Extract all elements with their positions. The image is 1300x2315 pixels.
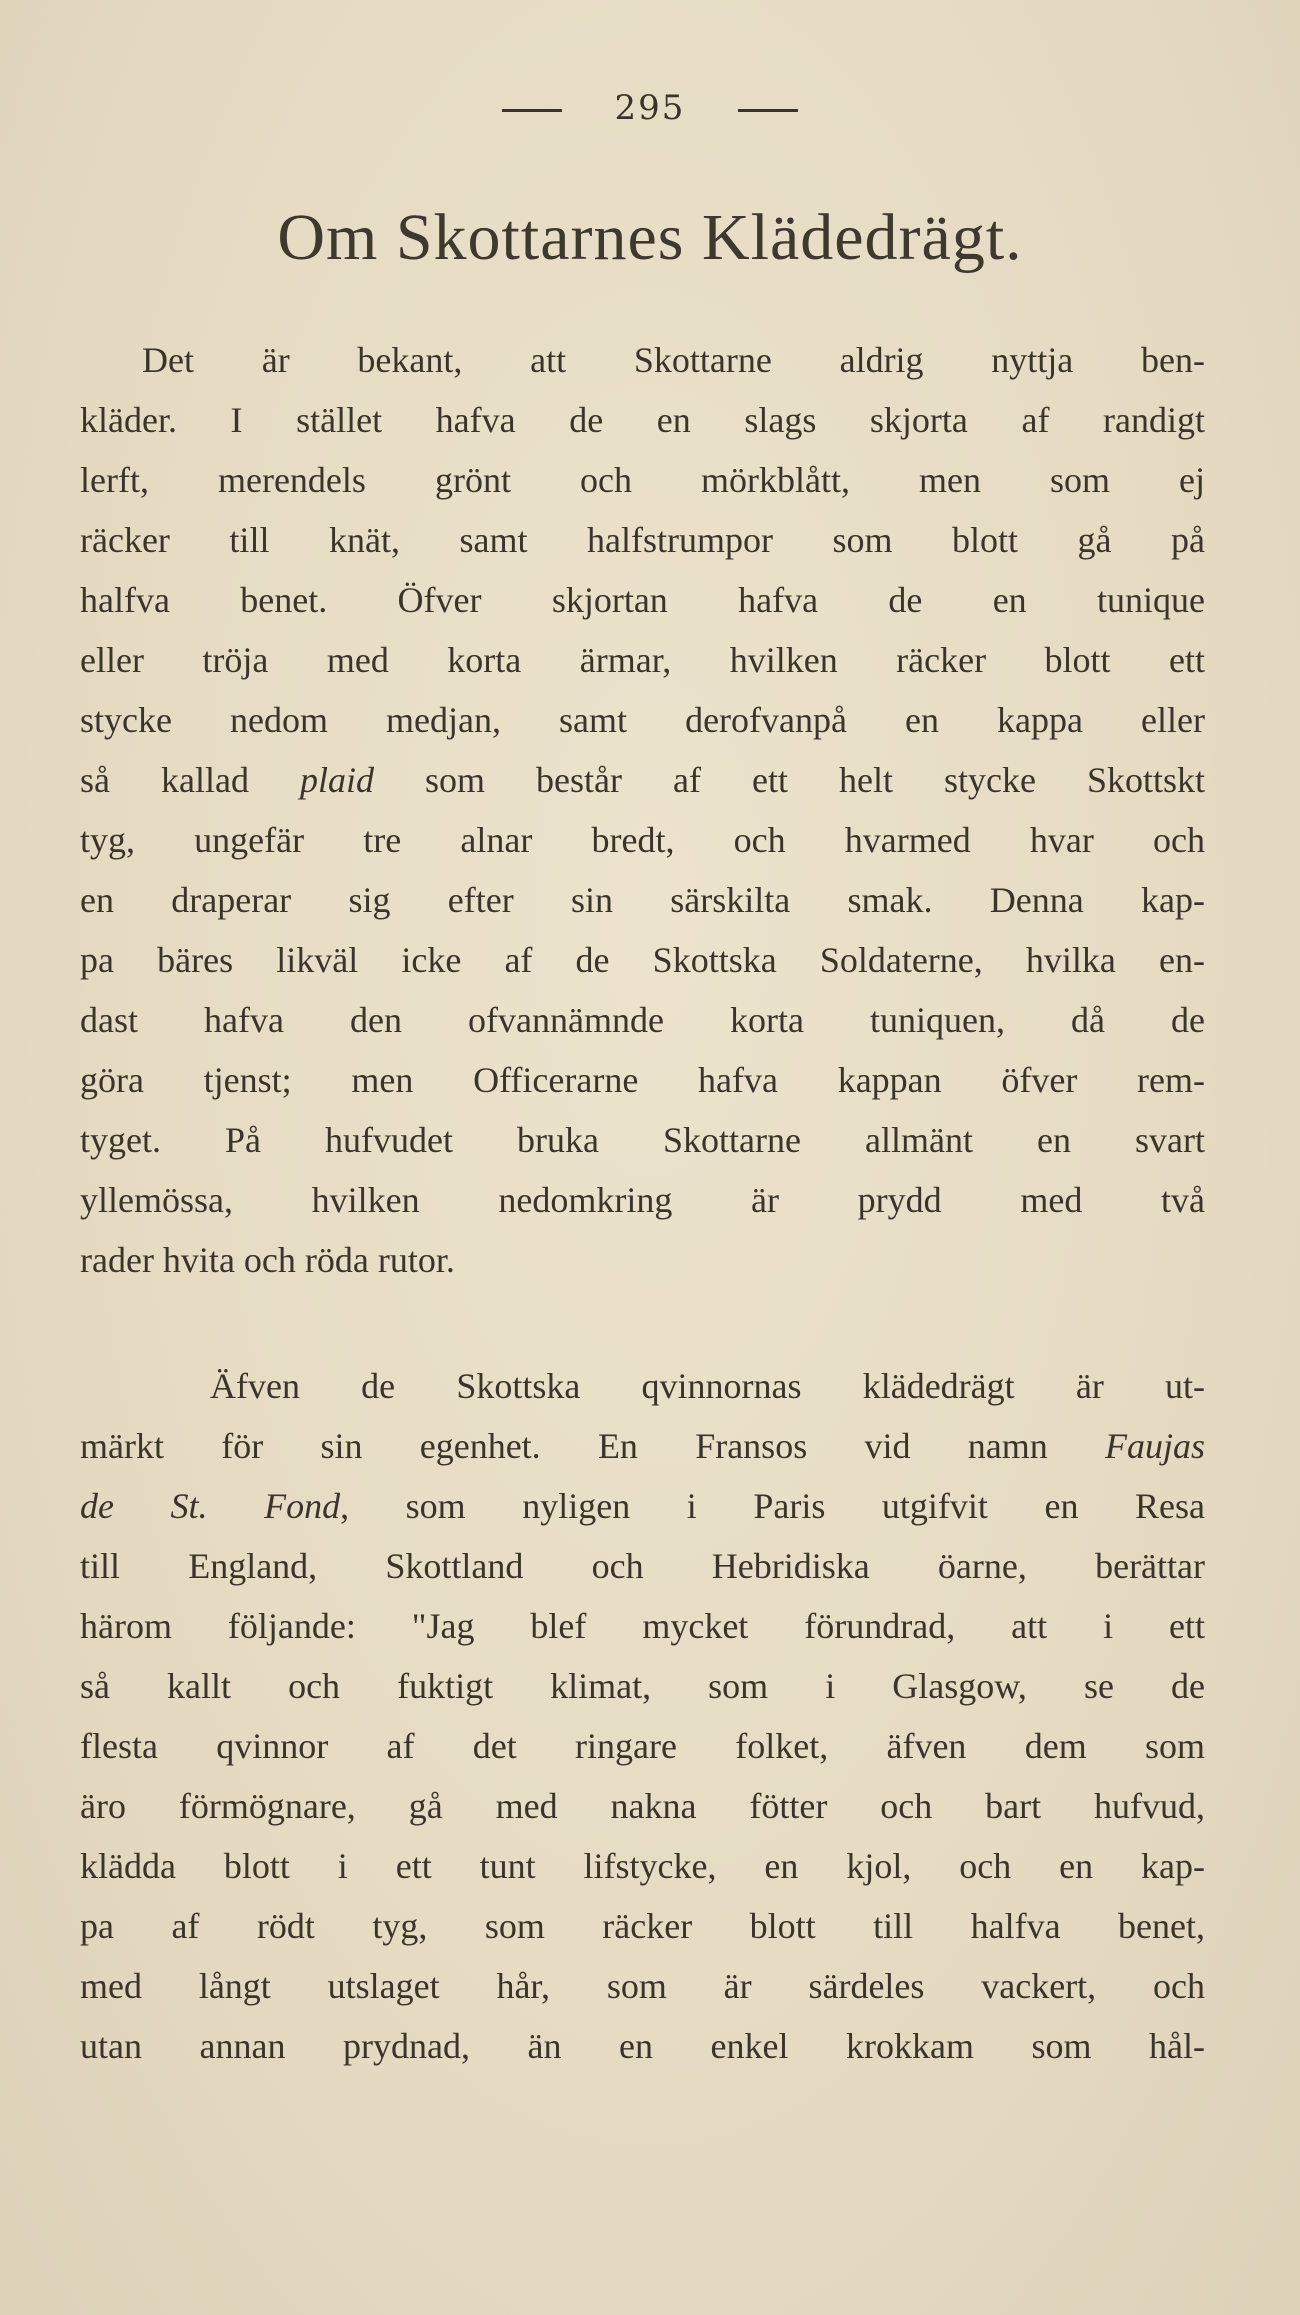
text-line: klädda blott i ett tunt lifstycke, en kjol, och en kap- [80,1846,1205,1886]
text-line: tyget. På hufvudet bruka Skottarne allmänt en svart [80,1120,1205,1160]
text-line: tyg, ungefär tre alnar bredt, och hvarmed hvar och [80,820,1205,860]
text-line: dast hafva den ofvannämnde korta tuniquen, då de [80,1000,1205,1040]
header-dash-right [738,109,798,112]
text-line: göra tjenst; men Officerarne hafva kappan öfver rem- [80,1060,1205,1100]
text-line: lerft, merendels grönt och mörkblått, men som ej [80,460,1205,500]
text-line: pa af rödt tyg, som räcker blott till halfva benet, [80,1906,1205,1946]
paragraph-1 [80,330,1205,1290]
text-line: flesta qvinnor af det ringare folket, äfven dem som [80,1726,1205,1766]
text-line: med långt utslaget hår, som är särdeles vackert, och [80,1966,1205,2006]
text-fragment: , som nyligen i Paris utgifvit en Resa [340,1486,1205,1526]
text-line: räcker till knät, samt halfstrumpor som blott gå på [80,520,1205,560]
italic-name-faujas: Faujas [1104,1426,1205,1466]
text-line: Äfven de Skottska qvinnornas klädedrägt är ut- [210,1366,1205,1406]
text-line: Det är bekant, att Skottarne aldrig nyttja ben- [142,340,1205,380]
text-fragment: som består af ett helt stycke Skottskt [374,760,1206,800]
text-line: kläder. I stället hafva de en slags skjorta af randigt [80,400,1205,440]
header-dash-left [502,109,562,112]
text-line: pa bäres likväl icke af de Skottska Soldaterne, hvilka en- [80,940,1205,980]
page-number: 295 [614,88,686,128]
italic-name-st-fond: de St. Fond [80,1486,341,1526]
text-fragment: märkt för sin egenhet. En Fransos vid namn [80,1426,1105,1466]
text-line: stycke nedom medjan, samt derofvanpå en kappa eller [80,700,1205,740]
text-fragment: så kallad [80,760,300,800]
text-line: yllemössa, hvilken nedomkring är prydd med två [80,1180,1205,1220]
running-header [0,88,1300,128]
text-line: så kallt och fuktigt klimat, som i Glasgow, se de [80,1666,1205,1706]
text-line: härom följande: "Jag blef mycket förundrad, att i ett [80,1606,1205,1646]
text-line: halfva benet. Öfver skjortan hafva de en tunique [80,580,1205,620]
text-line: rader hvita och röda rutor. [80,1240,455,1280]
text-line: en draperar sig efter sin särskilta smak. Denna kap- [80,880,1205,920]
italic-term-plaid: plaid [299,760,374,800]
chapter-title: Om Skottarnes Klädedrägt. [277,201,1023,274]
text-line [80,1476,1205,1536]
text-line: eller tröja med korta ärmar, hvilken räcker blott ett [80,640,1205,680]
paragraph-2 [80,1356,1205,2076]
text-line: äro förmögnare, gå med nakna fötter och bart hufvud, [80,1786,1205,1826]
text-line: utan annan prydnad, än en enkel krokkam som hål- [80,2026,1205,2066]
text-line: till England, Skottland och Hebridiska öarne, berättar [80,1546,1205,1586]
text-line [80,1416,1205,1476]
text-line [80,750,1205,810]
